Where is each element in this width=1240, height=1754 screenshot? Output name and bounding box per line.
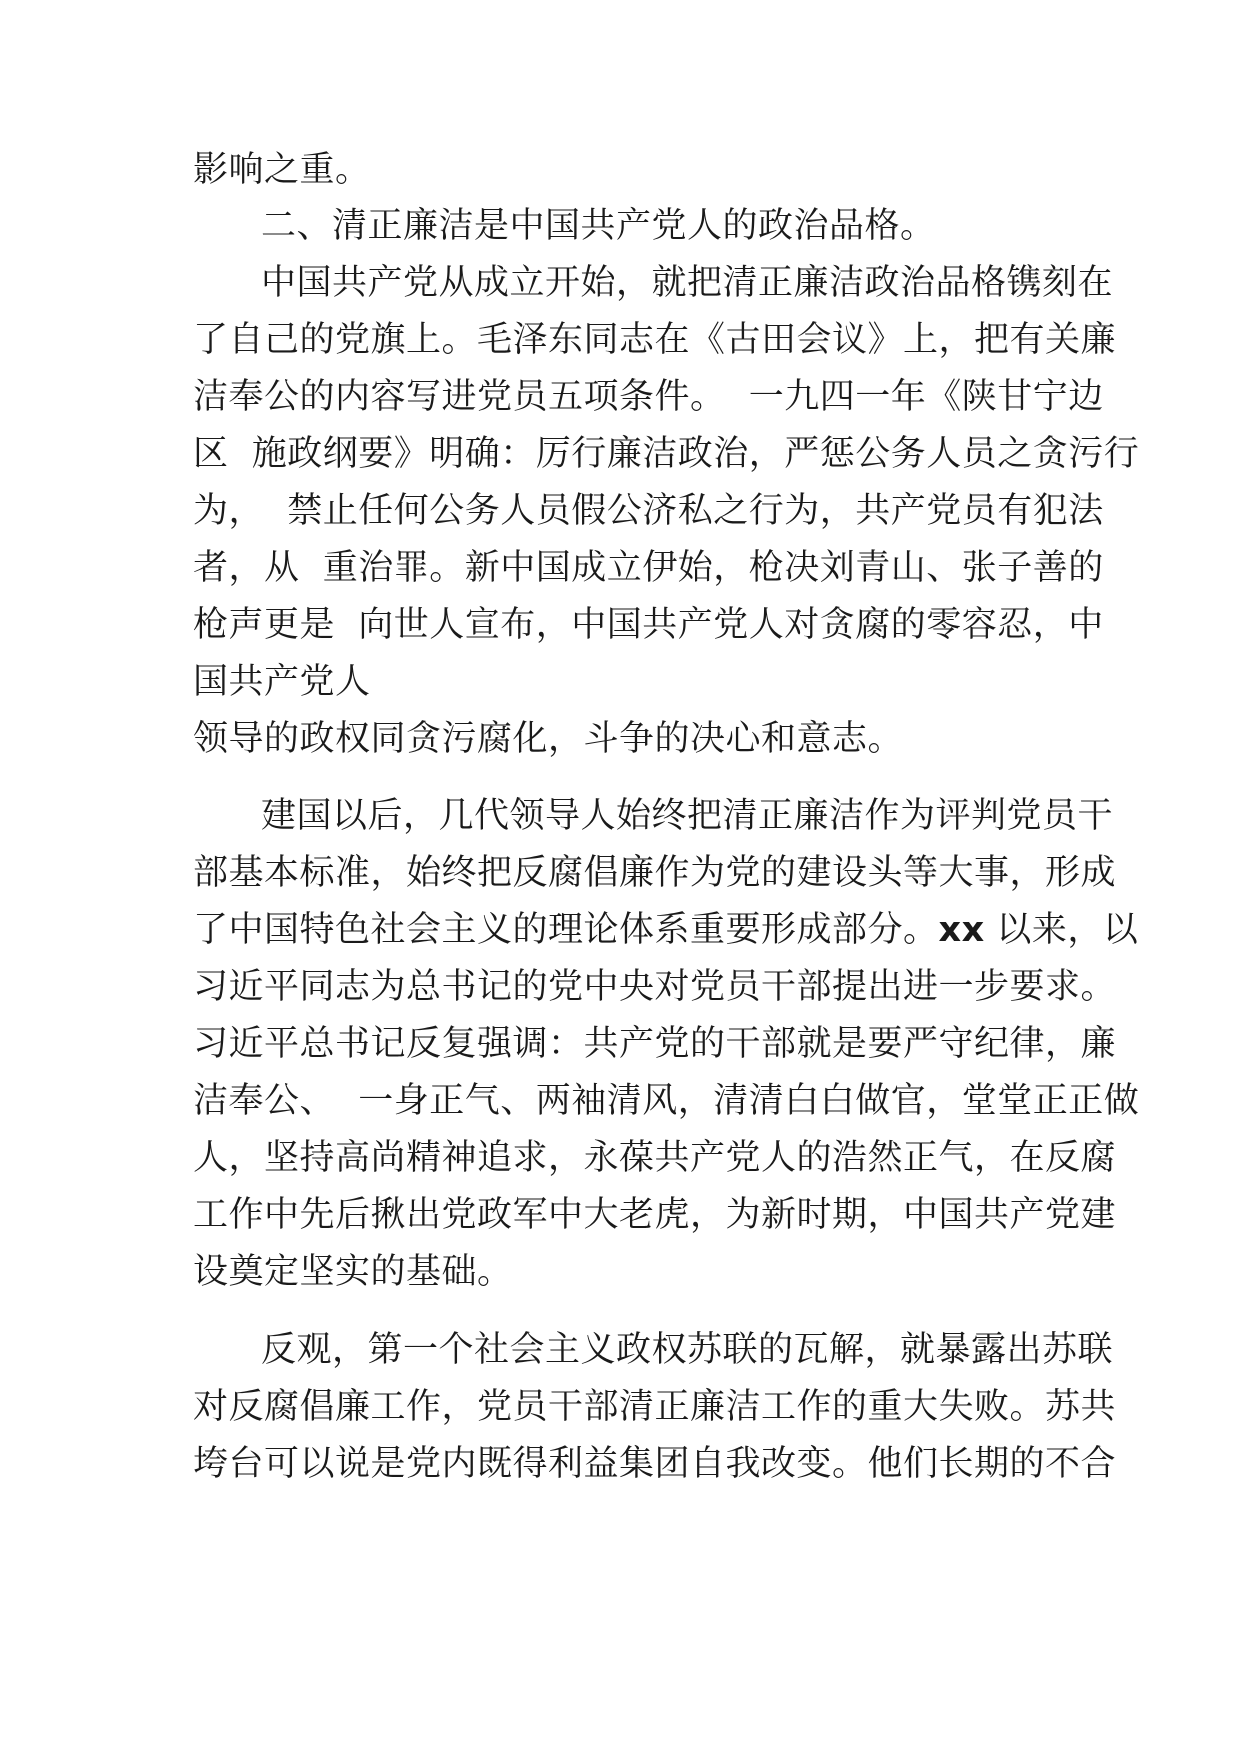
paragraph-line: 对反腐倡廉工作，党员干部清正廉洁工作的重大失败。苏共 (193, 1387, 1117, 1427)
paragraph-line: 中国共产党从成立开始，就把清正廉洁政治品格镌刻在 (261, 263, 1114, 303)
paragraph-line: 洁奉公、 一身正气、两袖清风，清清白白做官，堂堂正正做 (193, 1081, 1140, 1121)
paragraph-line: 设奠定坚实的基础。 (193, 1252, 513, 1292)
paragraph-line: 习近平总书记反复强调：共产党的干部就是要严守纪律，廉 (193, 1024, 1117, 1064)
paragraph-line: 部基本标准，始终把反腐倡廉作为党的建设头等大事，形成 (193, 853, 1117, 893)
section-heading: 二、清正廉洁是中国共产党人的政治品格。 (261, 206, 936, 246)
paragraph-line: 人，坚持高尚精神追求，永葆共产党人的浩然正气，在反腐 (193, 1138, 1117, 1178)
paragraph-line: 习近平同志为总书记的党中央对党员干部提出进一步要求。 (193, 967, 1117, 1007)
paragraph-line: 领导的政权同贪污腐化，斗争的决心和意志。 (193, 719, 904, 759)
paragraph-line: 了自己的党旗上。毛泽东同志在《古田会议》上，把有关廉 (193, 320, 1117, 360)
paragraph-line: 枪声更是 向世人宣布，中国共产党人对贪腐的零容忍，中 (193, 605, 1104, 645)
paragraph-line: 者，从 重治罪。新中国成立伊始，枪决刘青山、张子善的 (193, 548, 1104, 588)
paragraph-line: 区 施政纲要》明确：厉行廉洁政治，严惩公务人员之贪污行 (193, 434, 1140, 474)
paragraph-line: 国共产党人 (193, 662, 371, 702)
paragraph-text: 了中国特色社会主义的理论体系重要形成部分。 (193, 910, 939, 950)
paragraph-text (985, 910, 997, 950)
paragraph-line: 工作中先后揪出党政军中大老虎，为新时期，中国共产党建 (193, 1195, 1117, 1235)
paragraph-line: 垮台可以说是党内既得利益集团自我改变。他们长期的不合 (193, 1444, 1117, 1484)
paragraph-line: 建国以后，几代领导人始终把清正廉洁作为评判党员干 (261, 796, 1114, 836)
paragraph-line: 为， 禁止任何公务人员假公济私之行为，共产党员有犯法 (193, 491, 1104, 531)
paragraph-text: 以来，以 (996, 910, 1139, 950)
paragraph-line (193, 902, 1138, 958)
paragraph-line: 影响之重。 (193, 150, 371, 190)
redacted-term: xx (938, 910, 985, 950)
paragraph-line: 洁奉公的内容写进党员五项条件。 一九四一年《陕甘宁边 (193, 377, 1104, 417)
paragraph-line: 反观，第一个社会主义政权苏联的瓦解，就暴露出苏联 (261, 1330, 1114, 1370)
